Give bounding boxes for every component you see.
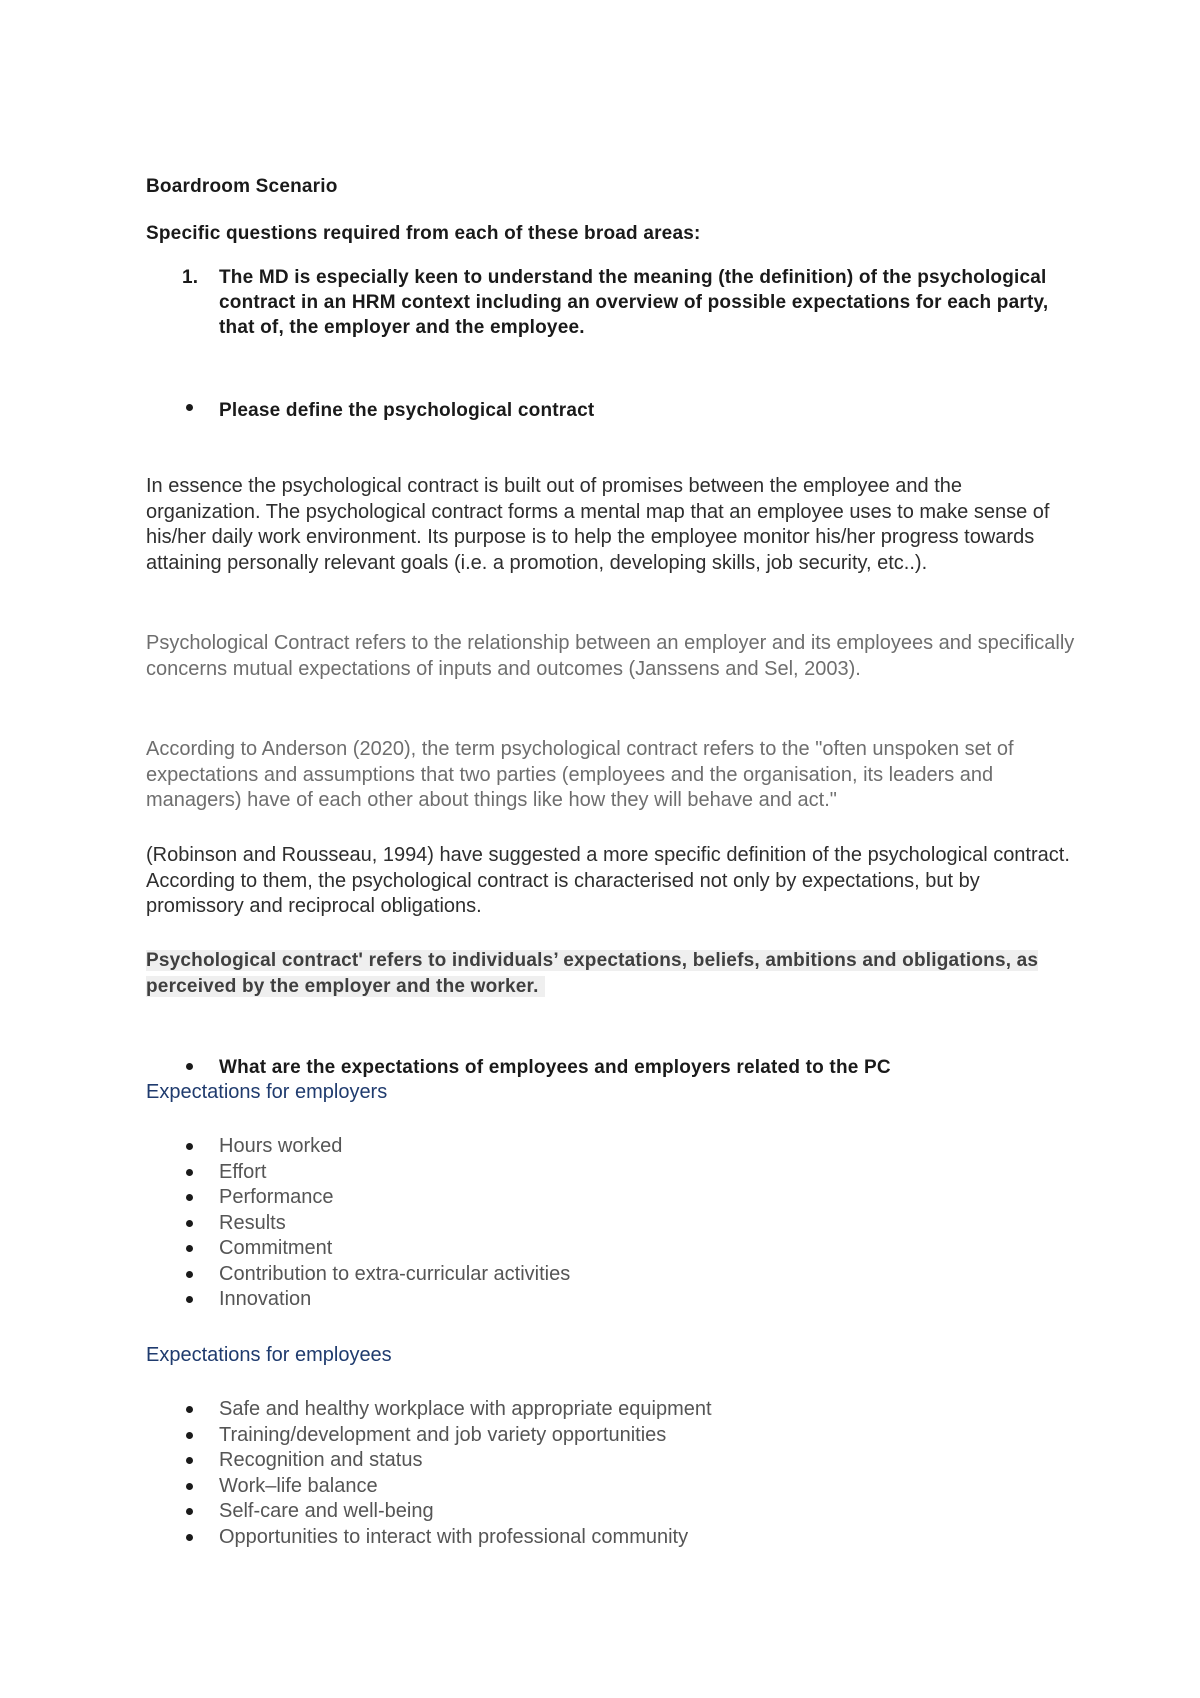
bullet-icon <box>186 1245 193 1252</box>
bullet-icon <box>186 1508 193 1515</box>
bullet-icon <box>186 1220 193 1227</box>
list-item: Innovation <box>146 1287 1076 1313</box>
numbered-item-marker: 1. <box>182 267 199 288</box>
numbered-item-text: The MD is especially keen to understand the meaning (the definition) of the psychological contract in an HRM context including an overview of possible expectations for each party, that of, the employer and the employee. <box>219 267 1049 338</box>
list-item: Hours worked <box>146 1134 1076 1160</box>
highlighted-definition <box>146 948 1076 1000</box>
paragraph-robinson: (Robinson and Rousseau, 1994) have suggested a more specific definition of the psychological contract. According to them, the psychological contract is characterised not only by expectations, but by promissory and reciprocal obligations. <box>146 844 1070 917</box>
list-item: Effort <box>146 1160 1076 1186</box>
employees-list <box>146 1397 1076 1550</box>
list-item: Recognition and status <box>146 1448 1076 1474</box>
paragraph-anderson: According to Anderson (2020), the term psychological contract refers to the "often unspoken set of expectations and assumptions that two parties (employees and the organisation, its leaders and managers) have of each other about things like how they will behave and act." <box>146 738 1014 811</box>
document-title: Boardroom Scenario <box>146 176 338 197</box>
bullet-icon <box>186 1169 193 1176</box>
document-subtitle: Specific questions required from each of these broad areas: <box>146 223 701 244</box>
bullet-icon <box>186 1457 193 1464</box>
paragraph-essence: In essence the psychological contract is built out of promises between the employee and the organization. The psychological contract forms a mental map that an employee uses to make sense of his/her daily work environment. Its purpose is to help the employee monitor his/her progress towards attaining personally relevant goals (i.e. a promotion, developing skills, job security, etc..). <box>146 475 1050 574</box>
list-item: Self-care and well-being <box>146 1499 1076 1525</box>
list-item: Work–life balance <box>146 1474 1076 1500</box>
bullet-icon <box>186 404 193 411</box>
list-item: Training/development and job variety opportunities <box>146 1423 1076 1449</box>
list-item: Safe and healthy workplace with appropriate equipment <box>146 1397 1076 1423</box>
bullet-icon <box>186 1432 193 1439</box>
bullet-icon <box>186 1194 193 1201</box>
bullet-icon <box>186 1296 193 1303</box>
list-item: Contribution to extra-curricular activities <box>146 1262 1076 1288</box>
list-item: Results <box>146 1211 1076 1237</box>
paragraph-janssens: Psychological Contract refers to the relationship between an employer and its employees and specifically concerns mutual expectations of inputs and outcomes (Janssens and Sel, 2003). <box>146 632 1075 680</box>
employees-heading: Expectations for employees <box>146 1344 392 1366</box>
bullet-icon <box>186 1271 193 1278</box>
bullet-icon <box>186 1483 193 1490</box>
question-define-text: Please define the psychological contract <box>219 400 595 421</box>
list-item: Performance <box>146 1185 1076 1211</box>
list-item: Commitment <box>146 1236 1076 1262</box>
bullet-icon <box>186 1063 193 1070</box>
question-expectations-text: What are the expectations of employees and employers related to the PC <box>219 1057 891 1078</box>
bullet-icon <box>186 1534 193 1541</box>
employers-list <box>146 1134 1076 1313</box>
highlighted-definition-text: Psychological contract' refers to individuals’ expectations, beliefs, ambitions and obligations, as perceived by the employer and the worker. <box>146 950 1039 997</box>
bullet-icon <box>186 1406 193 1413</box>
bullet-icon <box>186 1143 193 1150</box>
employers-heading: Expectations for employers <box>146 1081 388 1103</box>
list-item: Opportunities to interact with professional community <box>146 1525 1076 1551</box>
